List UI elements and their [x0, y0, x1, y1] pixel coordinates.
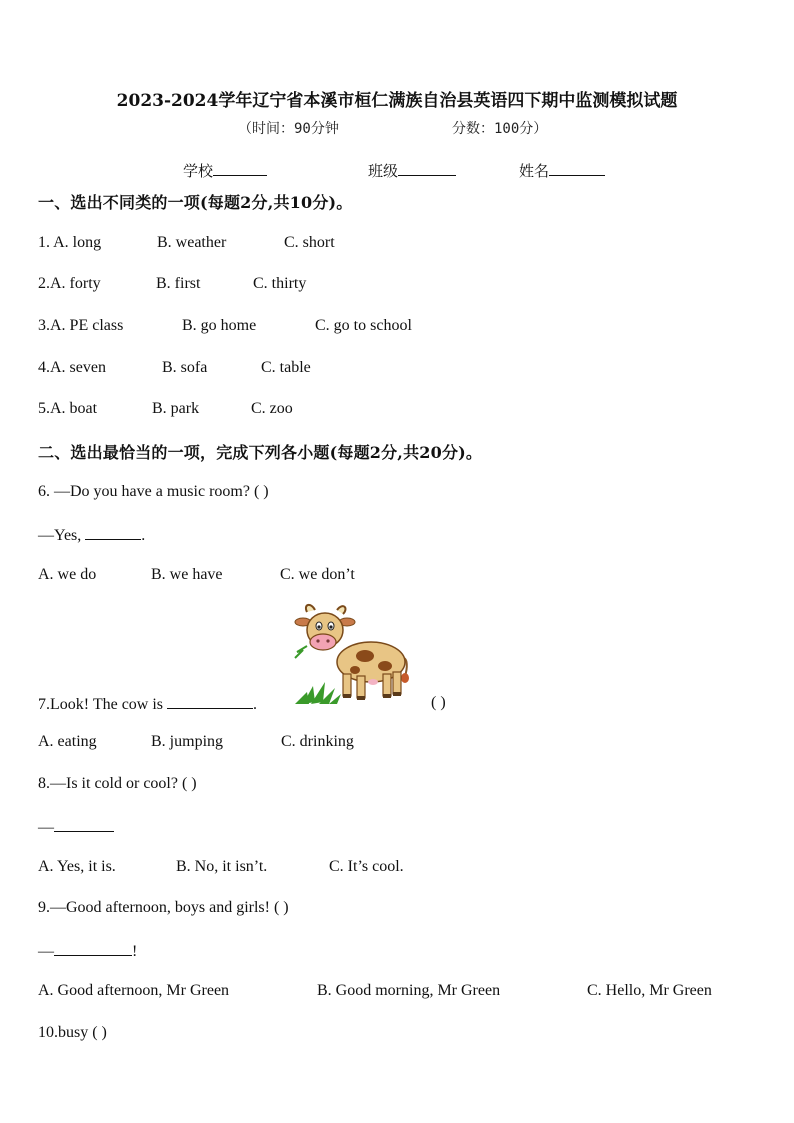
q7-question-line: [38, 694, 257, 714]
q8-option-c: C. It’s cool.: [329, 858, 404, 875]
page-title: 2023-2024学年辽宁省本溪市桓仁满族自治县英语四下期中监测模拟试题: [116, 91, 678, 111]
q8-answer-prefix: —: [38, 819, 54, 836]
q9-answer-prefix: —: [38, 943, 54, 960]
q9-blank[interactable]: [54, 941, 132, 956]
q4-option-a: 4.A. seven: [38, 359, 106, 376]
q9-option-a: A. Good afternoon, Mr Green: [38, 982, 230, 999]
class-label: 班级: [368, 164, 399, 180]
school-label: 学校: [183, 164, 214, 180]
q9-question: 9.—Good afternoon, boys and girls! ( ): [38, 899, 289, 916]
q9-answer-line: [38, 941, 137, 961]
exam-time: （时间：90分钟: [238, 121, 339, 137]
q7-question-end: .: [253, 696, 258, 713]
q6-answer-prefix: —Yes,: [38, 527, 86, 544]
q5-option-c: C. zoo: [251, 400, 293, 417]
q6-question: 6. —Do you have a music room? ( ): [38, 483, 269, 500]
q1-option-a: 1. A. long: [38, 234, 102, 251]
exam-score: 分数：100分）: [452, 121, 548, 137]
q5-option-a: 5.A. boat: [38, 400, 98, 417]
q1-option-b: B. weather: [157, 234, 227, 251]
school-field: [183, 160, 267, 181]
q8-blank[interactable]: [54, 817, 114, 832]
q7-option-b: B. jumping: [151, 733, 224, 750]
q6-answer-line: [38, 525, 145, 545]
q6-answer-end: .: [141, 527, 146, 544]
q10-question: 10.busy ( ): [38, 1024, 107, 1041]
q2-option-b: B. first: [156, 275, 201, 292]
q3-option-a: 3.A. PE class: [38, 317, 124, 334]
q4-option-b: B. sofa: [162, 359, 208, 376]
q5-option-b: B. park: [152, 400, 200, 417]
q4-option-c: C. table: [261, 359, 311, 376]
q7-blank[interactable]: [167, 694, 253, 709]
q9-option-b: B. Good morning, Mr Green: [317, 982, 501, 999]
q9-option-c: C. Hello, Mr Green: [587, 982, 712, 999]
q8-answer-line: [38, 817, 114, 837]
class-field: [368, 160, 456, 181]
q2-option-a: 2.A. forty: [38, 275, 101, 292]
cow-illustration: [285, 600, 435, 708]
q6-option-c: C. we don’t: [280, 566, 355, 583]
q3-option-c: C. go to school: [315, 317, 412, 334]
q7-question: 7.Look! The cow is: [38, 696, 168, 713]
school-blank[interactable]: [213, 161, 267, 176]
q6-blank[interactable]: [85, 525, 141, 540]
name-field: [519, 160, 605, 181]
q6-option-b: B. we have: [151, 566, 223, 583]
section1-heading: 一、选出不同类的一项(每题2分,共10分)。: [38, 193, 353, 212]
class-blank[interactable]: [398, 161, 456, 176]
q8-option-a: A. Yes, it is.: [38, 858, 116, 875]
q7-option-a: A. eating: [38, 733, 97, 750]
q6-option-a: A. we do: [38, 566, 97, 583]
q2-option-c: C. thirty: [253, 275, 307, 292]
q7-option-c: C. drinking: [281, 733, 354, 750]
q9-answer-end: !: [132, 943, 138, 960]
q8-question: 8.—Is it cold or cool? ( ): [38, 775, 197, 792]
section2-heading: 二、选出最恰当的一项，完成下列各小题(每题2分,共20分)。: [38, 443, 483, 462]
grass-icon: [295, 682, 341, 704]
q3-option-b: B. go home: [182, 317, 257, 334]
name-label: 姓名: [519, 164, 550, 180]
name-blank[interactable]: [549, 161, 605, 176]
q8-option-b: B. No, it isn’t.: [176, 858, 268, 875]
q7-answer-paren: ( ): [431, 694, 446, 711]
q1-option-c: C. short: [284, 234, 335, 251]
